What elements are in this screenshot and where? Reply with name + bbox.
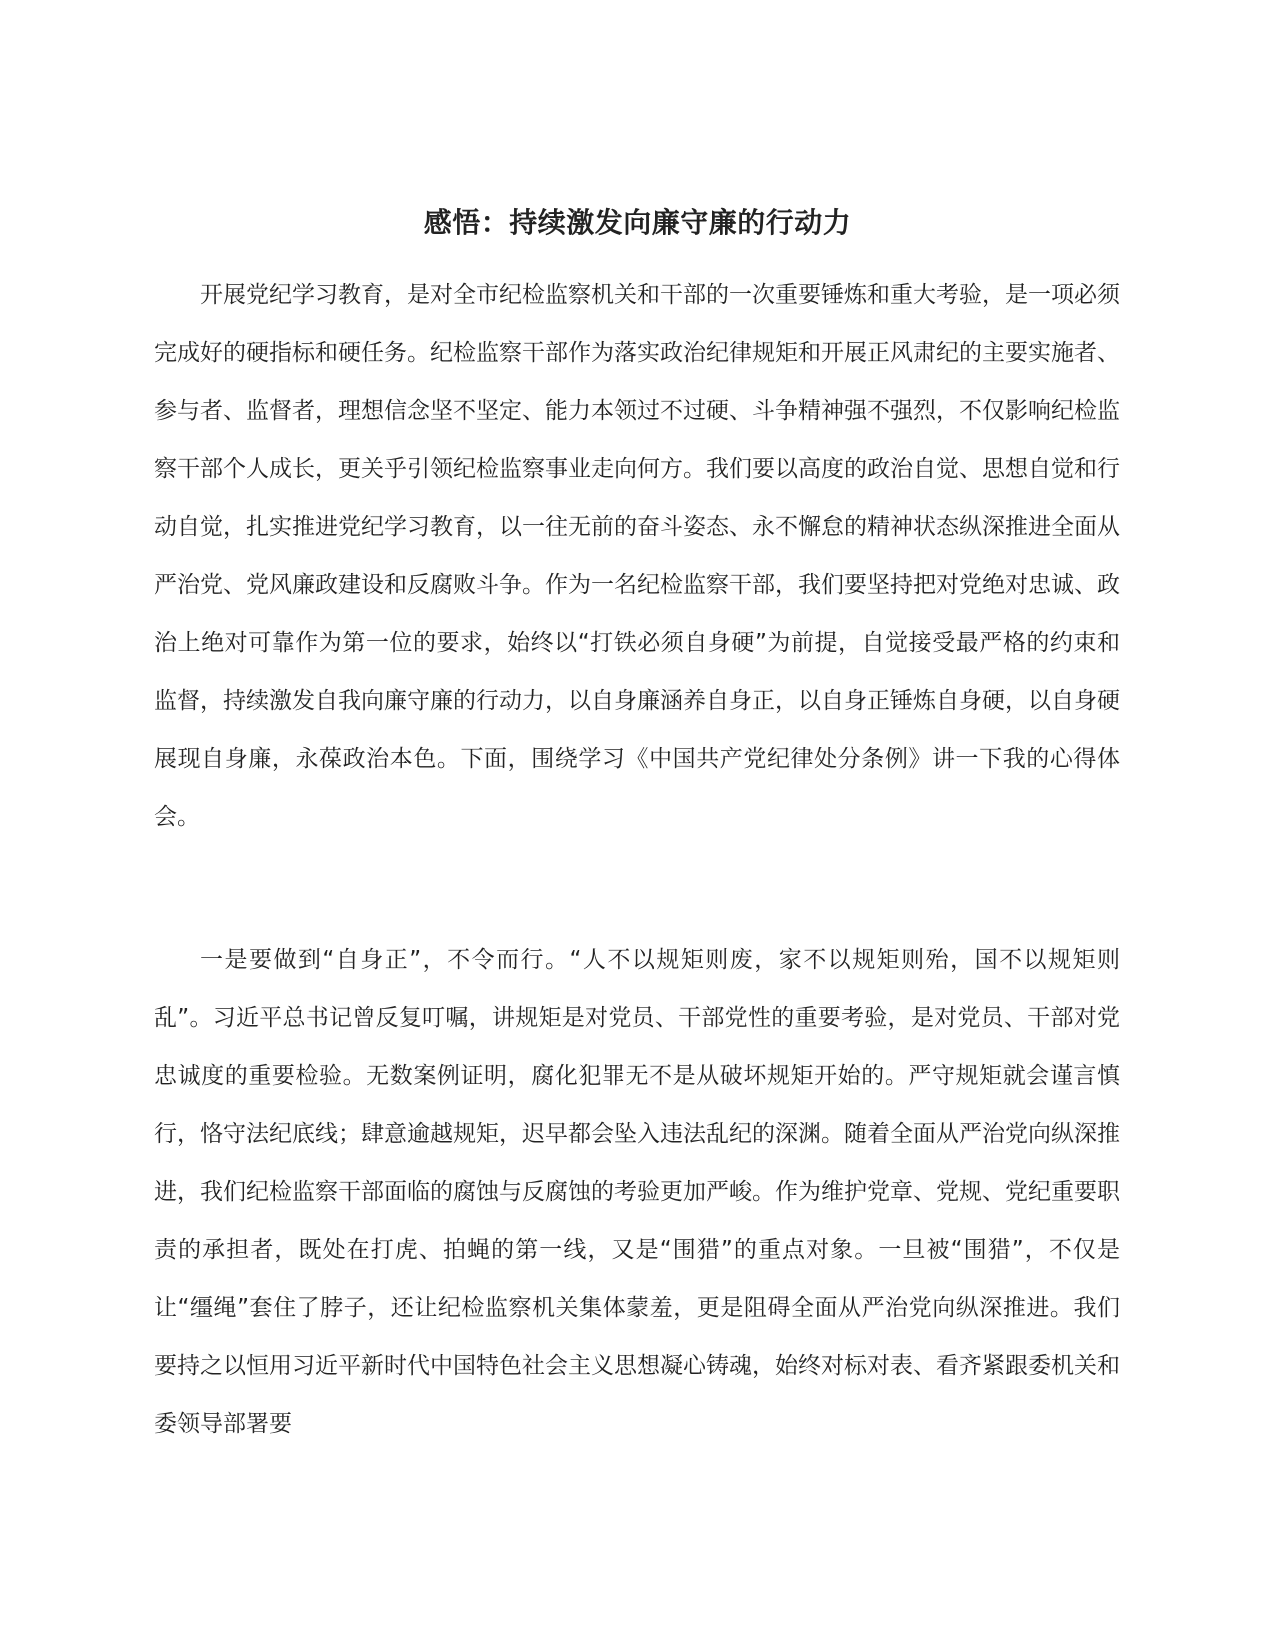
paragraph-2-container (154, 931, 1120, 1453)
paragraph-2: 一是要做到“自身正”，不令而行。“人不以规矩则废，家不以规矩则殆，国不以规矩则乱”。习近平总书记曾反复叮嘱，讲规矩是对党员、干部党性的重要考验，是对党员、干部对党忠诚度的重要检验。无数案例证明，腐化犯罪无不是从破坏规矩开始的。严守规矩就会谨言慎行，恪守法纪底线；肆意逾越规矩，迟早都会坠入违法乱纪的深渊。随着全面从严治党向纵深推进，我们纪检监察干部面临的腐蚀与反腐蚀的考验更加严峻。作为维护党章、党规、党纪重要职责的承担者，既处在打虎、拍蝇的第一线，又是“围猎”的重点对象。一旦被“围猎”，不仅是让“缰绳”套住了脖子，还让纪检监察机关集体蒙羞，更是阻碍全面从严治党向纵深推进。我们要持之以恒用习近平新时代中国特色社会主义思想凝心铸魂，始终对标对表、看齐紧跟委机关和委领导部署要 (154, 947, 1120, 1437)
paragraph-1: 开展党纪学习教育，是对全市纪检监察机关和干部的一次重要锤炼和重大考验，是一项必须完成好的硬指标和硬任务。纪检监察干部作为落实政治纪律规矩和开展正风肃纪的主要实施者、参与者、监督者，理想信念坚不坚定、能力本领过不过硬、斗争精神强不强烈，不仅影响纪检监察干部个人成长，更关乎引领纪检监察事业走向何方。我们要以高度的政治自觉、思想自觉和行动自觉，扎实推进党纪学习教育，以一往无前的奋斗姿态、永不懈怠的精神状态纵深推进全面从严治党、党风廉政建设和反腐败斗争。作为一名纪检监察干部，我们要坚持把对党绝对忠诚、政治上绝对可靠作为第一位的要求，始终以“打铁必须自身硬”为前提，自觉接受最严格的约束和监督，持续激发自我向廉守廉的行动力，以自身廉涵养自身正，以自身正锤炼自身硬，以自身硬展现自身廉，永葆政治本色。下面，围绕学习《中国共产党纪律处分条例》讲一下我的心得体会。 (154, 282, 1120, 830)
document-title: 感悟：持续激发向廉守廉的行动力 (423, 205, 852, 239)
paragraph-1-container (154, 266, 1120, 846)
